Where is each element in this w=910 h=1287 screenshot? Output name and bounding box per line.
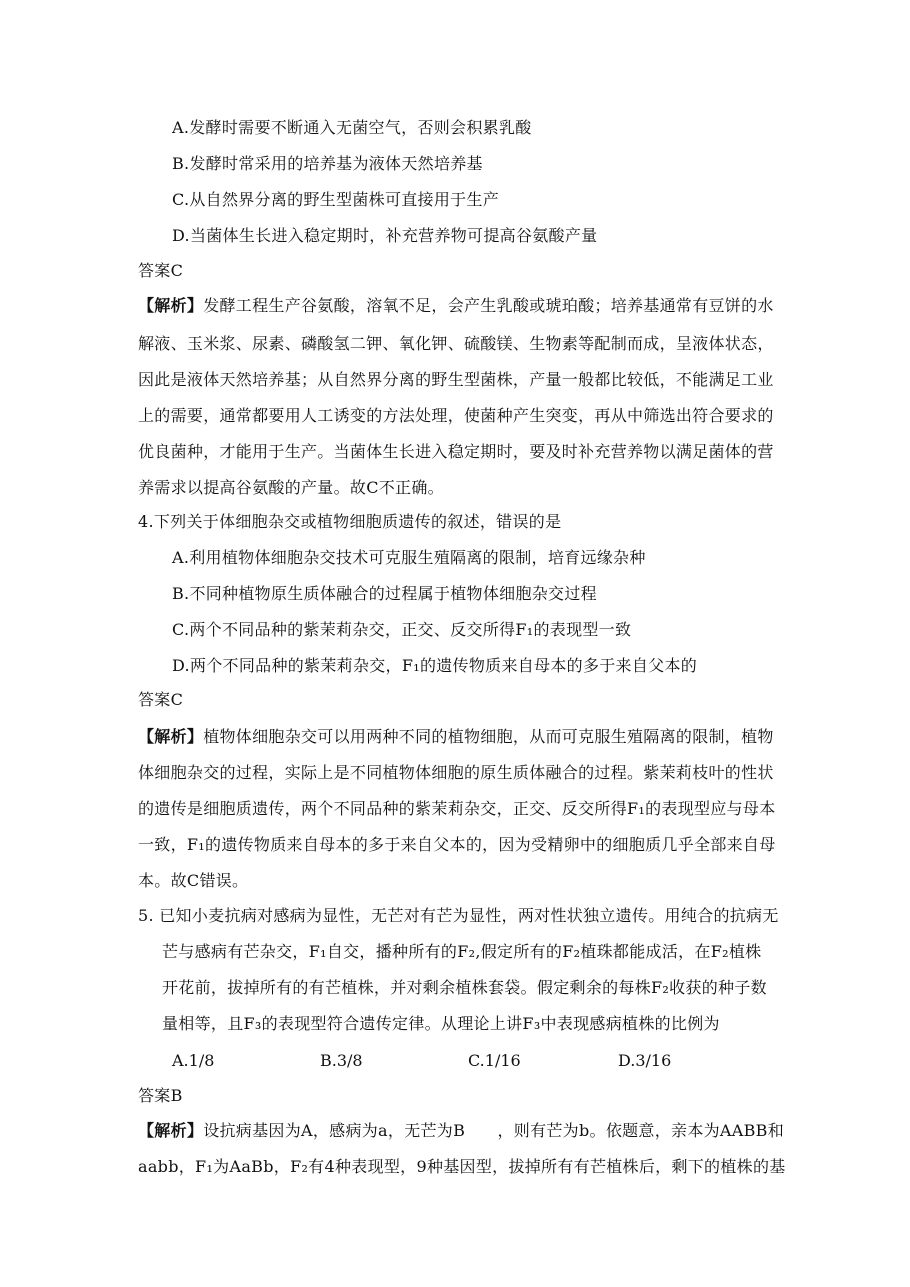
- q4-option-d: D.两个不同品种的紫茉莉杂交，F₁的遗传物质来自母本的多于来自父本的: [172, 656, 698, 675]
- q5-stem-line-3: 开花前，拔掉所有的有芒植株，并对剩余植株套袋。假定剩余的每株F₂收获的种子数: [162, 978, 767, 997]
- q5-answer: 答案B: [138, 1086, 183, 1105]
- q5-option-a: A.1/8: [172, 1051, 215, 1070]
- q5-option-c: C.1/16: [468, 1051, 521, 1070]
- q5-options-row: [0, 1051, 910, 1071]
- q3-analysis-line-3: 因此是液体天然培养基；从自然界分离的野生型菌株，产量一般都比较低，不能满足工业: [138, 370, 774, 389]
- q5-analysis-line-2: aabb，F₁为AaBb，F₂有4种表现型，9种基因型，拔掉所有有芒植株后，剩下的植株的基: [138, 1157, 786, 1176]
- q5-analysis-tag: 【解析】: [138, 1121, 204, 1140]
- q3-option-a: A.发酵时需要不断通入无菌空气，否则会积累乳酸: [172, 118, 532, 137]
- q5-option-b: B.3/8: [320, 1051, 363, 1070]
- q3-analysis-line-1: 【解析】发酵工程生产谷氨酸，溶氧不足，会产生乳酸或琥珀酸；培养基通常有豆饼的水: [138, 296, 774, 315]
- q3-answer: 答案C: [138, 261, 184, 280]
- q4-option-b: B.不同种植物原生质体融合的过程属于植物体细胞杂交过程: [172, 584, 597, 603]
- q4-option-a: A.利用植物体细胞杂交技术可克服生殖隔离的限制，培育远缘杂种: [172, 548, 646, 567]
- q4-analysis-line-3: 的遗传是细胞质遗传，两个不同品种的紫茉莉杂交，正交、反交所得F₁的表现型应与母本: [138, 799, 776, 818]
- q5-stem-line-4: 量相等，且F₃的表现型符合遗传定律。从理论上讲F₃中表现感病植株的比例为: [162, 1014, 720, 1033]
- q4-analysis-line-2: 体细胞杂交的过程，实际上是不同植物体细胞的原生质体融合的过程。紫茉莉枝叶的性状: [138, 763, 774, 782]
- q3-analysis-tag: 【解析】: [138, 296, 204, 315]
- q3-analysis-line-2: 解液、玉米浆、尿素、磷酸氢二钾、氧化钾、硫酸镁、生物素等配制而成，呈液体状态，: [138, 334, 774, 353]
- q4-analysis-tag: 【解析】: [138, 727, 204, 746]
- q3-analysis-line-6: 养需求以提高谷氨酸的产量。故C不正确。: [138, 478, 444, 497]
- q4-analysis-line-4: 一致，F₁的遗传物质来自母本的多于来自父本的，因为受精卵中的细胞质几乎全部来自母: [138, 835, 776, 854]
- q3-analysis-line-5: 优良菌种，才能用于生产。当菌体生长进入稳定期时，要及时补充营养物以满足菌体的营: [138, 442, 774, 461]
- q5-analysis-line-1: 【解析】设抗病基因为A，感病为a，无芒为B ，则有芒为b。依题意，亲本为AABB和: [138, 1121, 785, 1140]
- q4-answer: 答案C: [138, 690, 184, 709]
- q5-stem-line-1: 5. 已知小麦抗病对感病为显性，无芒对有芒为显性，两对性状独立遗传。用纯合的抗病无: [138, 906, 779, 925]
- q3-analysis-line-4: 上的需要，通常都要用人工诱变的方法处理，使菌种产生突变，再从中筛选出符合要求的: [138, 406, 774, 425]
- q4-option-c: C.两个不同品种的紫茉莉杂交，正交、反交所得F₁的表现型一致: [172, 620, 632, 639]
- q3-option-c: C.从自然界分离的野生型菌株可直接用于生产: [172, 190, 500, 209]
- q5-option-d: D.3/16: [618, 1051, 672, 1070]
- q3-option-d: D.当菌体生长进入稳定期时，补充营养物可提高谷氨酸产量: [172, 226, 598, 245]
- q4-analysis-line-5: 本。故C错误。: [138, 871, 249, 890]
- q5-stem-line-2: 芒与感病有芒杂交，F₁自交，播种所有的F₂,假定所有的F₂植珠都能成活，在F₂植株: [162, 942, 762, 961]
- q3-option-b: B.发酵时常采用的培养基为液体天然培养基: [172, 154, 483, 173]
- q4-stem: 4.下列关于体细胞杂交或植物细胞质遗传的叙述，错误的是: [138, 512, 562, 531]
- q4-analysis-line-1: 【解析】植物体细胞杂交可以用两种不同的植物细胞，从而可克服生殖隔离的限制，植物: [138, 727, 774, 746]
